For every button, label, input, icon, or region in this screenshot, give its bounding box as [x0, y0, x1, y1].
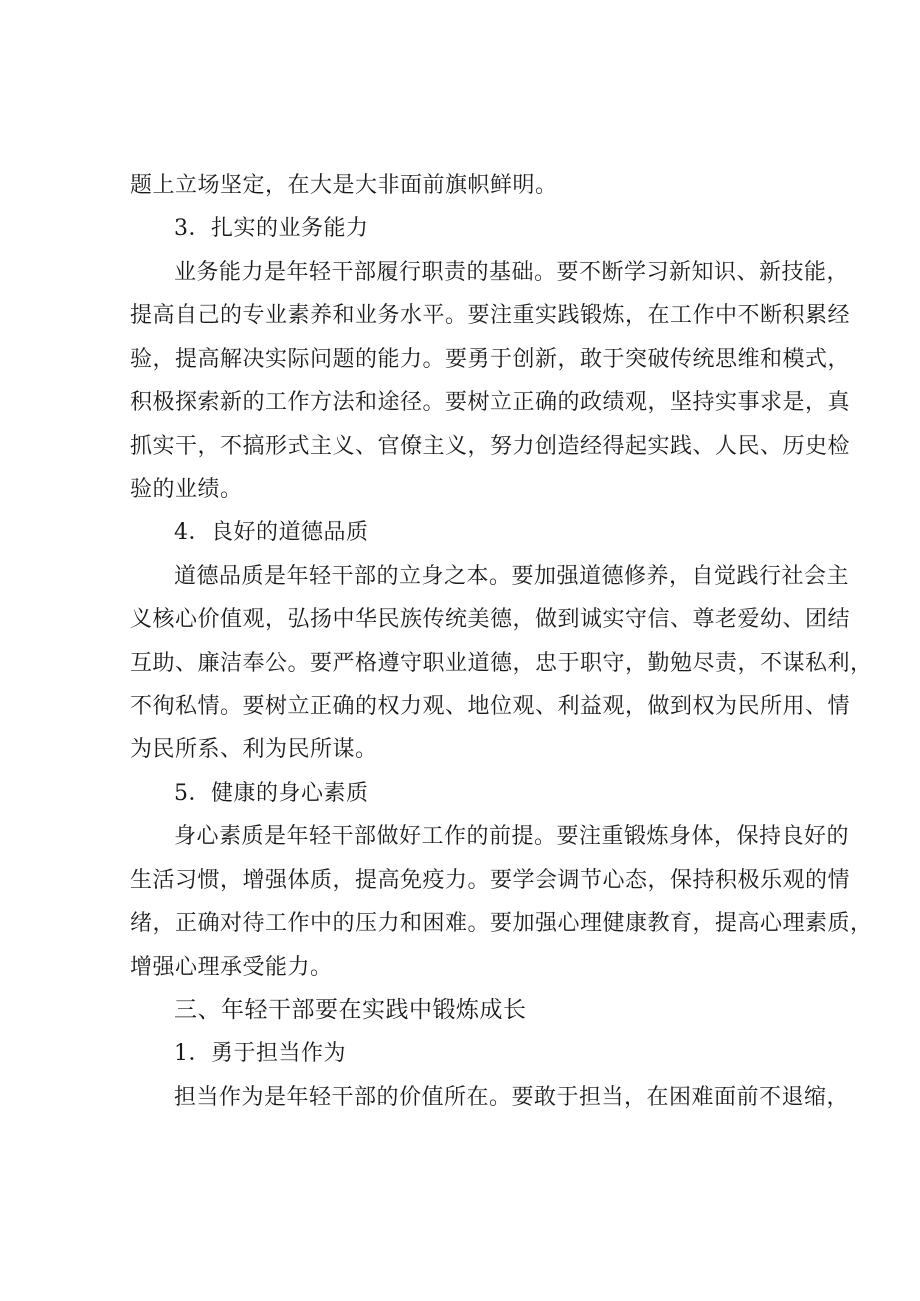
subsection-heading: 4．良好的道德品质 — [174, 520, 369, 545]
subsection-heading: 1．勇于担当作为 — [174, 1041, 346, 1066]
paragraph-line: 担当作为是年轻干部的价值所在。要敢于担当，在困难面前不退缩， — [174, 1085, 850, 1110]
paragraph-line: 提高自己的专业素养和业务水平。要注重实践锻炼，在工作中不断积累经 — [130, 303, 851, 328]
paragraph-line: 为民所系、利为民所谋。 — [130, 737, 378, 762]
paragraph-line: 抓实干，不搞形式主义、官僚主义，努力创造经得起实践、人民、历史检 — [130, 434, 851, 459]
paragraph-line: 积极探索新的工作方法和途径。要树立正确的政绩观，坚持实事求是，真 — [130, 390, 851, 415]
paragraph-line: 绪，正确对待工作中的压力和困难。要加强心理健康教育，提高心理素质， — [130, 911, 873, 936]
paragraph-line: 生活习惯，增强体质，提高免疫力。要学会调节心态，保持积极乐观的情 — [130, 868, 851, 893]
section-heading: 三、年轻干部要在实践中锻炼成长 — [174, 997, 527, 1023]
paragraph-line: 验的业绩。 — [130, 477, 243, 502]
paragraph-line: 验，提高解决实际问题的能力。要勇于创新，敢于突破传统思维和模式， — [130, 347, 851, 372]
paragraph-line: 不徇私情。要树立正确的权力观、地位观、利益观，做到权为民所用、情 — [130, 694, 851, 719]
paragraph-line: 题上立场坚定，在大是大非面前旗帜鲜明。 — [130, 173, 558, 198]
subsection-heading: 3．扎实的业务能力 — [174, 216, 369, 241]
subsection-heading: 5．健康的身心素质 — [174, 781, 369, 806]
paragraph-line: 互助、廉洁奉公。要严格遵守职业道德，忠于职守，勤勉尽责，不谋私利， — [130, 651, 873, 676]
paragraph-line: 增强心理承受能力。 — [130, 955, 333, 980]
paragraph-line: 业务能力是年轻干部履行职责的基础。要不断学习新知识、新技能， — [174, 260, 850, 285]
paragraph-line: 道德品质是年轻干部的立身之本。要加强道德修养，自觉践行社会主 — [174, 564, 850, 589]
paragraph-line: 义核心价值观，弘扬中华民族传统美德，做到诚实守信、尊老爱幼、团结 — [130, 607, 851, 632]
paragraph-line: 身心素质是年轻干部做好工作的前提。要注重锻炼身体，保持良好的 — [174, 824, 850, 849]
